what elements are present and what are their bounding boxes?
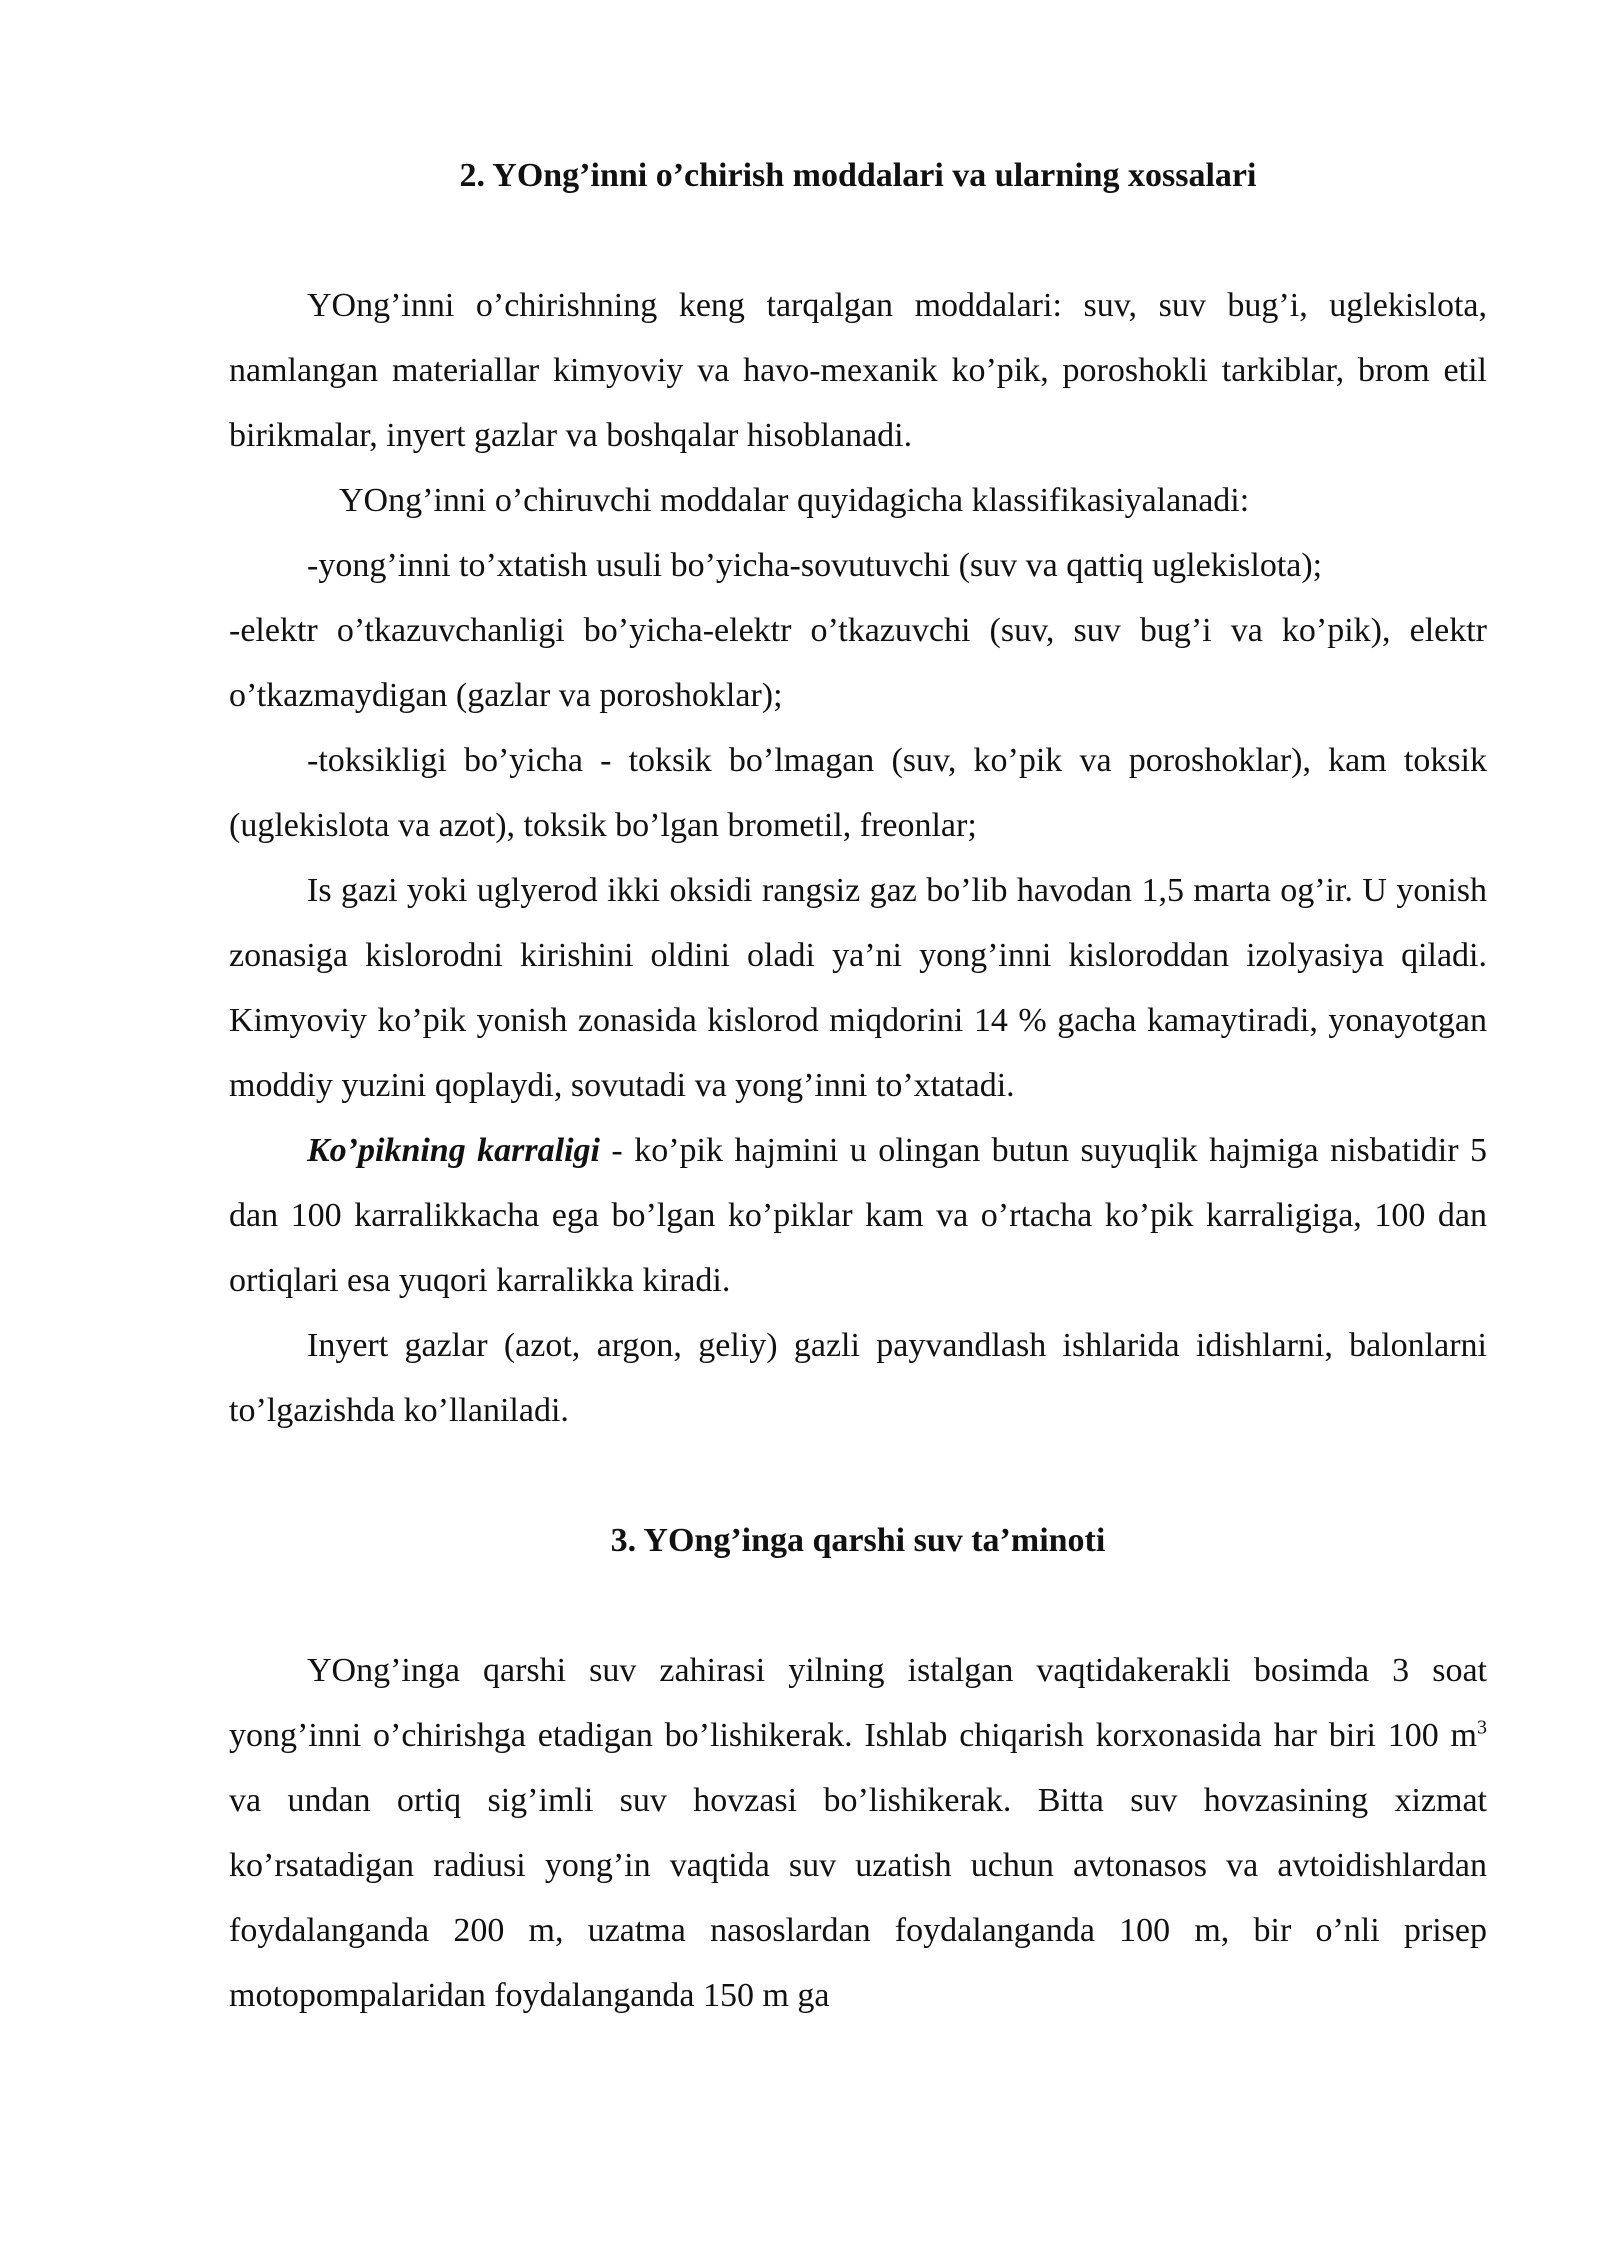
classification-item-cooling: -yong’inni to’xtatish usuli bo’yicha-sovutuvchi (suv va qattiq uglekislota); (307, 547, 1323, 584)
classification-intro: YOng’inni o’chiruvchi moddalar quyidagicha klassifikasiyalanadi: (339, 482, 1250, 519)
section-2-paragraph-1: YOng’inni o’chirishning keng tarqalgan moddalari: suv, suv bug’i, uglekislota, namlangan materiallar kimyoviy va havo-mexanik ko’pik, poroshokli tarkiblar, brom etil birikmalar, inyert gazlar va boshqalar hisoblanadi. (229, 287, 1487, 454)
foam-multiplicity-paragraph (229, 1118, 1487, 1313)
classification-item-conductivity: -elektr o’tkazuvchanligi bo’yicha-elektr o’tkazuvchi (suv, suv bug’i va ko’pik), elektr o’tkazmaydigan (gazlar va poroshoklar); (229, 612, 1487, 714)
section-2-heading: 2. YOng’inni o’chirish moddalari va ularning xossalari (459, 157, 1257, 194)
section-3-heading: 3. YOng’inga qarshi suv ta’minoti (610, 1522, 1106, 1559)
cubic-superscript: 3 (1477, 1716, 1487, 1739)
section-3-paragraph-1 (229, 1638, 1487, 2028)
water-reserve-text: YOng’inga qarshi suv zahirasi yilning istalgan vaqtidakerakli bosimda 3 soat yong’inni o’chirishga etadigan bo’lishikerak. Ishlab chiqarish korxonasida har biri 100 m (229, 1652, 1487, 1754)
co2-paragraph: Is gazi yoki uglyerod ikki oksidi rangsiz gaz bo’lib havodan 1,5 marta og’ir. U yonish zonasiga kislorodni kirishini oldini oladi ya’ni yong’inni kisloroddan izolyasiya qiladi. Kimyoviy ko’pik yonish zonasida kislorod miqdorini 14 % gacha kamaytiradi, yonayotgan moddiy yuzini qoplaydi, sovutadi va yong’inni to’xtatadi. (229, 872, 1487, 1104)
classification-item-toxicity: -toksikligi bo’yicha - toksik bo’lmagan (suv, ko’pik va poroshoklar), kam toksik (uglekislota va azot), toksik bo’lgan brometil, freonlar; (229, 742, 1487, 844)
foam-multiplicity-definition: - ko’pik hajmini u olingan butun suyuqlik hajmiga nisbatidir 5 dan 100 karralikkacha ega bo’lgan ko’piklar kam va o’rtacha ko’pik karraligiga, 100 dan ortiqlari esa yuqori karralikka kiradi. (229, 1132, 1487, 1299)
water-reserve-text-continued: va undan ortiq sig’imli suv hovzasi bo’lishikerak. Bitta suv hovzasining xizmat ko’rsatadigan radiusi yong’in vaqtida suv uzatish uchun avtonasos va avtoidishlardan foydalanganda 200 m, uzatma nasoslardan foydalanganda 100 m, bir o’nli prisep motopompalaridan foydalanganda 150 m ga (229, 1782, 1487, 2014)
document-body (229, 143, 1487, 2028)
foam-multiplicity-term: Ko’pikning karraligi (307, 1132, 600, 1169)
inert-gases-paragraph: Inyert gazlar (azot, argon, geliy) gazli payvandlash ishlarida idishlarni, balonlarni to’lgazishda ko’llaniladi. (229, 1327, 1487, 1429)
